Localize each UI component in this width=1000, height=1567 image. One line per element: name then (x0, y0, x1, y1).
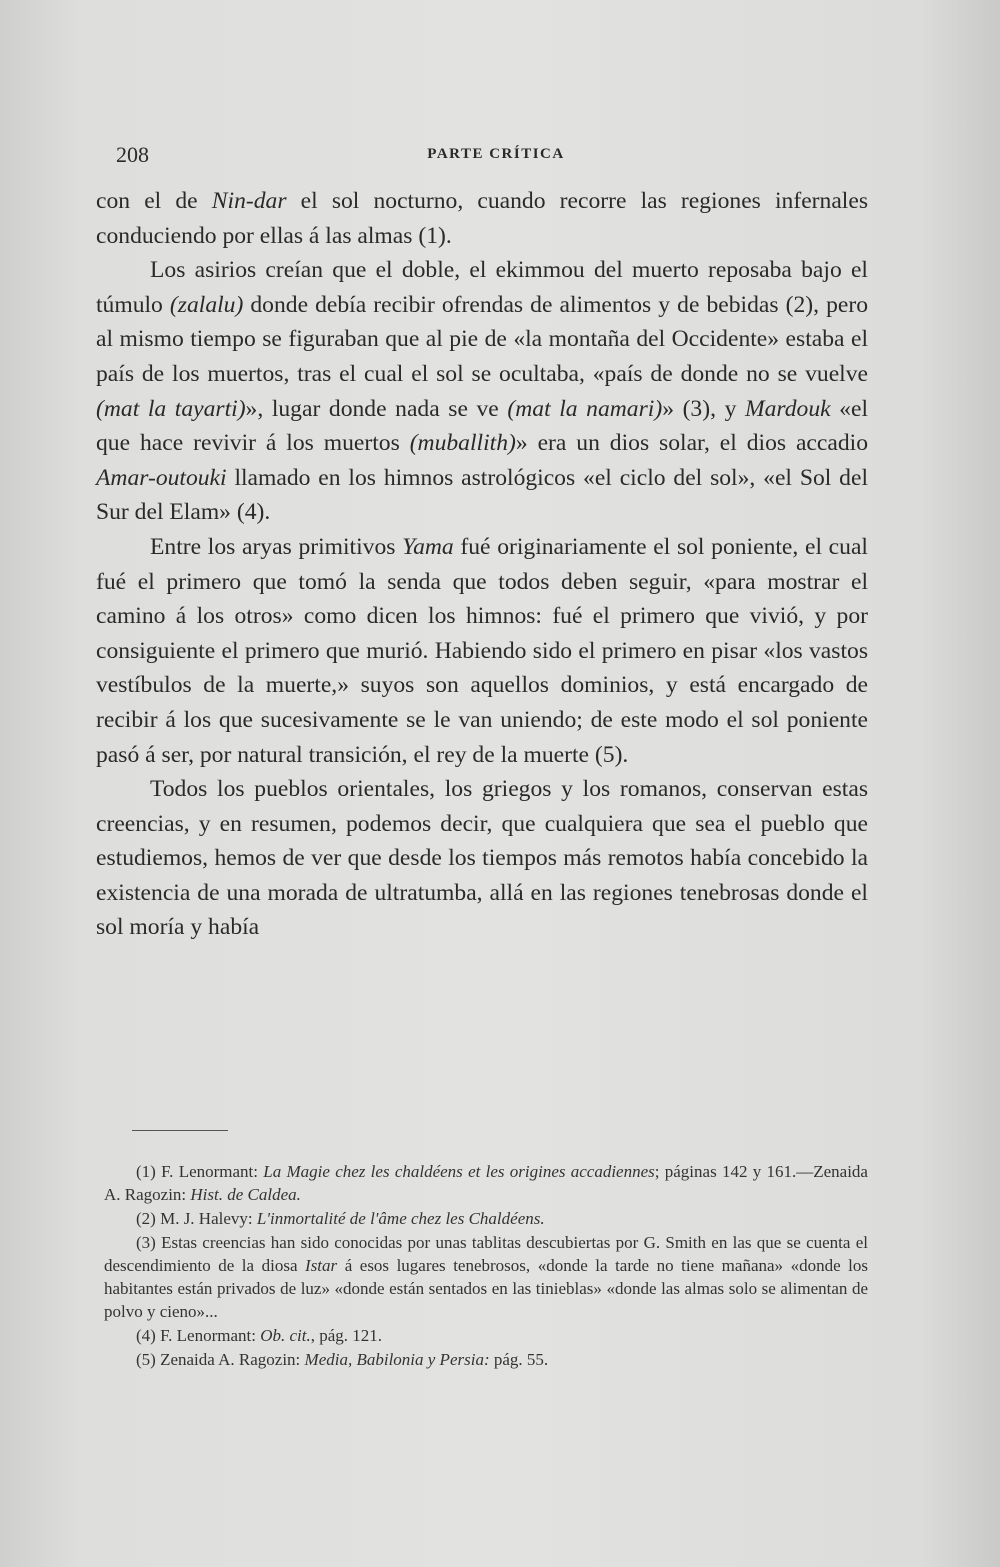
text-span: fué originariamente el sol poniente, el cual fué el primero que tomó la senda que todos deben seguir, «para mostrar el camino á los otros» como dicen los himnos: fué el primero que vivió, y por consiguiente el primero que murió. Habiendo sido el primero en pisar «los vastos vestíbulos de la muerte,» suyos son aquellos dominios, y está encargado de recibir á los que sucesivamente se le van uniendo; de este modo el sol poniente pasó á ser, por natural transición, el rey de la muerte (5). (96, 533, 868, 768)
footnote-3 (104, 1231, 868, 1323)
italic-title: L'inmortalité de l'âme chez les Chaldéens. (256, 1209, 545, 1228)
text-span: pág. 55. (489, 1350, 549, 1369)
text-span: (2) M. J. Halevy: (136, 1209, 257, 1228)
text-span: (4) F. Lenormant: (136, 1326, 261, 1345)
text-span: Los asirios creían que el doble, el ekimmou del muerto reposaba bajo el túmulo (96, 257, 868, 318)
text-span: con el de (96, 188, 212, 214)
italic-term: (zalalu) (169, 291, 244, 318)
text-span: llamado en los himnos astrológicos «el ciclo del sol», «el Sol del Sur del Elam» (4). (96, 464, 868, 526)
italic-term: (muballith) (409, 430, 516, 457)
text-span: (1) F. Lenormant: (136, 1162, 264, 1181)
italic-title: La Magie chez les chaldéens et les origines accadiennes (263, 1162, 655, 1181)
footnote-5 (104, 1348, 868, 1371)
page-header (116, 142, 876, 172)
text-span: » (3), y (662, 395, 745, 422)
italic-title: Media, Babilonia y Persia: (304, 1350, 490, 1369)
paragraph-1 (96, 184, 868, 253)
italic-term: Amar-outouki (96, 464, 227, 491)
italic-term: Istar (305, 1256, 338, 1275)
text-span: , pág. 121. (310, 1326, 383, 1345)
paragraph-4: Todos los pueblos orientales, los griegos y los romanos, conservan estas creencias, y en resumen, podemos decir, que cualquiera que sea el pueblo que estudiemos, hemos de ver que desde los tiempos más remotos había concebido la existencia de una morada de ultratumba, allá en las regiones tenebrosas donde el sol moría y había (96, 776, 868, 941)
running-head: PARTE CRÍTICA (427, 146, 565, 162)
text-span: (5) Zenaida A. Ragozin: (136, 1350, 305, 1369)
text-span: á esos lugares tenebrosos, «donde la tarde no tiene mañana» «donde los habitantes están privados de luz» «donde están sentados en las tinieblas» «donde las almas solo se alimentan de polvo y cieno»... (104, 1256, 868, 1321)
text-span: », lugar donde nada se ve (245, 395, 508, 422)
italic-term: Mardouk (744, 395, 831, 422)
italic-title: Hist. de Caldea. (190, 1185, 301, 1204)
body-text (96, 184, 868, 945)
italic-term: Nin-dar (211, 188, 287, 214)
page-number: 208 (116, 142, 149, 167)
text-span: «el que hace revivir á los muertos (96, 395, 869, 457)
text-span: donde debía recibir ofrendas de alimentos y de bebidas (2), pero al mismo tiempo se figuraban que al pie de «la montaña del Occidente» estaba el país de los muertos, tras el cual el sol se ocultaba, «país de donde no se vuelve (96, 291, 868, 387)
text-span: ; páginas 142 y 161.—Zenaida A. Ragozin: (104, 1162, 868, 1204)
italic-term: (mat la tayarti) (96, 395, 246, 422)
italic-term: Yama (402, 533, 454, 560)
text-span: » era un dios solar, el dios accadio (515, 430, 868, 457)
footnote-divider (132, 1130, 228, 1131)
footnote-4 (104, 1324, 868, 1347)
text-span: Entre los aryas primitivos (150, 533, 403, 560)
text-span: (3) Estas creencias han sido conocidas por unas tablitas descubiertas por G. Smith en las que se cuenta el descendimiento de la diosa (104, 1233, 868, 1275)
italic-term: (mat la namari) (507, 395, 663, 422)
paragraph-2 (96, 253, 868, 530)
footnote-1 (104, 1160, 868, 1206)
text-span: el sol nocturno, cuando recorre las regiones infernales conduciendo por ellas á las almas (1). (96, 188, 868, 249)
footnote-2 (104, 1207, 868, 1230)
paragraph-3 (96, 530, 868, 772)
footnotes (104, 1160, 868, 1372)
italic-title: Ob. cit. (260, 1326, 311, 1345)
